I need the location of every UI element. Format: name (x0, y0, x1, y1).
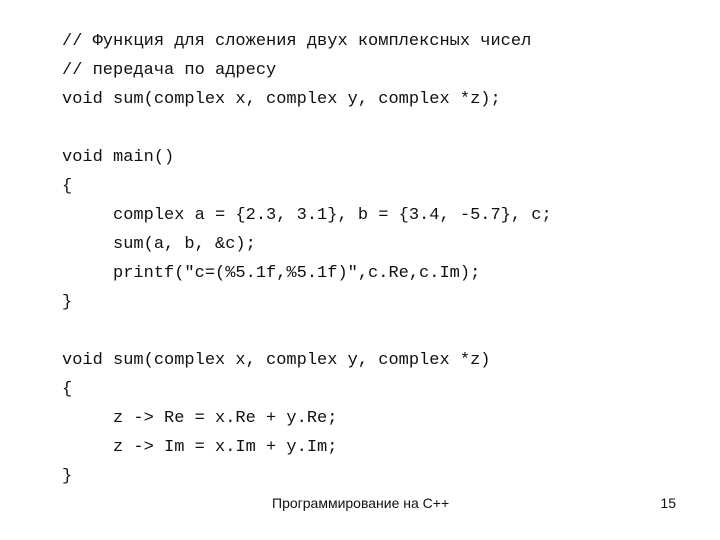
code-line: printf("c=(%5.1f,%5.1f)",c.Re,c.Im); (62, 264, 481, 283)
code-line: // Функция для сложения двух комплексных чисел (62, 32, 532, 51)
code-line-blank (62, 114, 702, 143)
code-line: } (62, 467, 73, 486)
code-line: complex a = {2.3, 3.1}, b = {3.4, -5.7}, c; (62, 206, 552, 225)
page-number: 15 (660, 495, 676, 511)
code-line: { (62, 177, 73, 196)
code-line: } (62, 293, 73, 312)
code-line: void sum(complex x, complex y, complex *z) (62, 351, 491, 370)
code-line: // передача по адресу (62, 61, 277, 80)
code-line: void main() (62, 148, 175, 167)
code-line-blank (62, 317, 702, 346)
code-block (62, 27, 702, 491)
code-line: z -> Re = x.Re + y.Re; (62, 409, 338, 428)
code-line: { (62, 380, 73, 399)
code-line: void sum(complex x, complex y, complex *z); (62, 90, 501, 109)
footer-title: Программирование на С++ (272, 495, 450, 511)
code-line: sum(a, b, &c); (62, 235, 256, 254)
code-line: z -> Im = x.Im + y.Im; (62, 438, 338, 457)
